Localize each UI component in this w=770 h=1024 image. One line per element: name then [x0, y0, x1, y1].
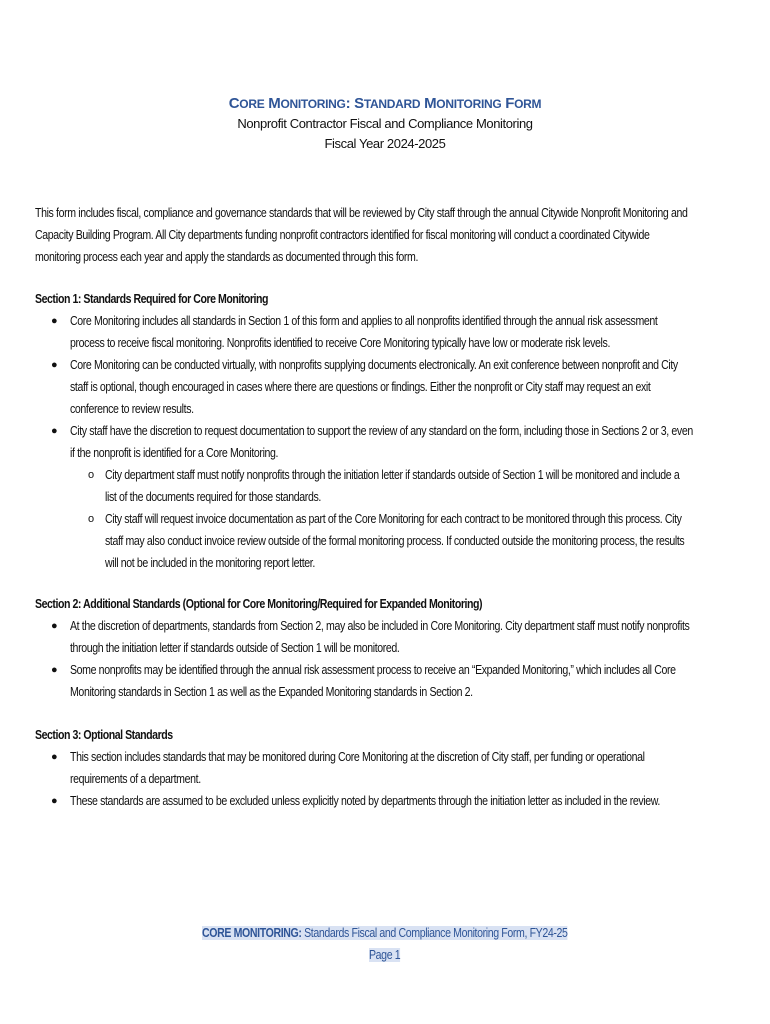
bullet-icon: ●: [51, 425, 58, 437]
section-1-heading: Section 1: Standards Required for Core Monitoring: [35, 292, 269, 306]
page-footer: [0, 922, 770, 966]
sub-list-item-text: will not be included in the monitoring report letter.: [105, 556, 315, 570]
list-item-text: Core Monitoring includes all standards in Section 1 of this form and applies to all nonprofits identified through the annual risk assessment: [70, 314, 658, 328]
sub-list-item-text: City staff will request invoice documentation as part of the Core Monitoring for each contract to be monitored through this process. City: [105, 512, 682, 526]
sub-list-item: [35, 465, 745, 509]
sub-list-item-text: staff may also conduct invoice review outside of the formal monitoring process. If conducted outside the monitoring process, the results: [105, 534, 685, 548]
list-item-text: process to receive fiscal monitoring. Nonprofits identified to receive Core Monitoring typically have low or moderate risk levels.: [70, 336, 611, 350]
list-item: [35, 421, 745, 465]
footer-text: Standards Fiscal and Compliance Monitoring Form, FY24-25: [301, 926, 568, 940]
footer-line: [0, 922, 770, 944]
section-3-heading: Section 3: Optional Standards: [35, 728, 173, 742]
intro-line: Capacity Building Program. All City departments funding nonprofit contractors identified for fiscal monitoring will conduct a coordinated Citywide: [35, 228, 650, 242]
list-item-text: if the nonprofit is identified for a Core Monitoring.: [70, 446, 279, 460]
section-2-heading: Section 2: Additional Standards (Optional for Core Monitoring/Required for Expanded Monitoring): [35, 597, 483, 611]
list-item: [35, 747, 745, 791]
bullet-icon: ●: [51, 751, 58, 763]
list-item-text: Some nonprofits may be identified through the annual risk assessment process to receive an “Expanded Monitoring,” which includes all Core: [70, 663, 676, 677]
title-prefix: CORE MONITORING: [228, 95, 346, 112]
section-1: [35, 289, 745, 575]
page-number: Page 1: [369, 948, 401, 962]
intro-line: monitoring process each year and apply the standards as documented through this form.: [35, 250, 419, 264]
list-item-text: staff is optional, though encouraged in cases where there are questions or findings. Either the nonprofit or City staff may request an exit: [70, 380, 651, 394]
list-item: [35, 791, 745, 813]
list-item: [35, 616, 745, 660]
bullet-icon: ●: [51, 664, 58, 676]
list-item-text: At the discretion of departments, standards from Section 2, may also be included in Core Monitoring. City department staff must notify nonprofits: [70, 619, 690, 633]
list-item-text: through the initiation letter if standards outside of Section 1 will be monitored.: [70, 641, 400, 655]
sub-bullet-icon: o: [88, 513, 94, 525]
bullet-icon: ●: [51, 620, 58, 632]
form-subtitle: Nonprofit Contractor Fiscal and Compliance Monitoring: [237, 116, 533, 131]
list-item: [35, 660, 745, 704]
list-item-text: Core Monitoring can be conducted virtually, with nonprofits supplying documents electronically. An exit conference between nonprofit and City: [70, 358, 678, 372]
bullet-icon: ●: [51, 315, 58, 327]
list-item: [35, 311, 745, 355]
list-item-text: conference to review results.: [70, 402, 194, 416]
title-colon: :: [345, 95, 355, 112]
intro-paragraph: [35, 203, 745, 269]
list-item-text: This section includes standards that may be monitored during Core Monitoring at the discretion of City staff, per funding or operational: [70, 750, 645, 764]
sub-list-item-text: City department staff must notify nonprofits through the initiation letter if standards outside of Section 1 will be monitored and include a: [105, 468, 680, 482]
intro-line: This form includes fiscal, compliance and governance standards that will be reviewed by City staff through the annual Citywide Nonprofit Monitoring and: [35, 206, 688, 220]
title-suffix: STANDARD MONITORING FORM: [354, 95, 542, 112]
sub-list-item: [35, 509, 745, 575]
bullet-icon: ●: [51, 359, 58, 371]
page-number-line: [0, 944, 770, 966]
footer-highlight: [202, 926, 568, 940]
section-2: [35, 594, 745, 704]
section-3: [35, 725, 745, 813]
list-item-text: Monitoring standards in Section 1 as well as the Expanded Monitoring standards in Section 2.: [70, 685, 473, 699]
sub-list-item-text: list of the documents required for those standards.: [105, 490, 321, 504]
sub-bullet-icon: o: [88, 469, 94, 481]
list-item-text: These standards are assumed to be excluded unless explicitly noted by departments through the initiation letter as included in the review.: [70, 794, 660, 808]
bullet-icon: ●: [51, 795, 58, 807]
list-item-text: City staff have the discretion to request documentation to support the review of any standard on the form, including those in Sections 2 or 3, even: [70, 424, 693, 438]
form-title: [0, 94, 770, 114]
title-block: [0, 94, 770, 154]
fiscal-year: Fiscal Year 2024-2025: [324, 136, 446, 151]
list-item-text: requirements of a department.: [70, 772, 201, 786]
footer-label: CORE MONITORING:: [202, 926, 302, 940]
list-item: [35, 355, 745, 421]
